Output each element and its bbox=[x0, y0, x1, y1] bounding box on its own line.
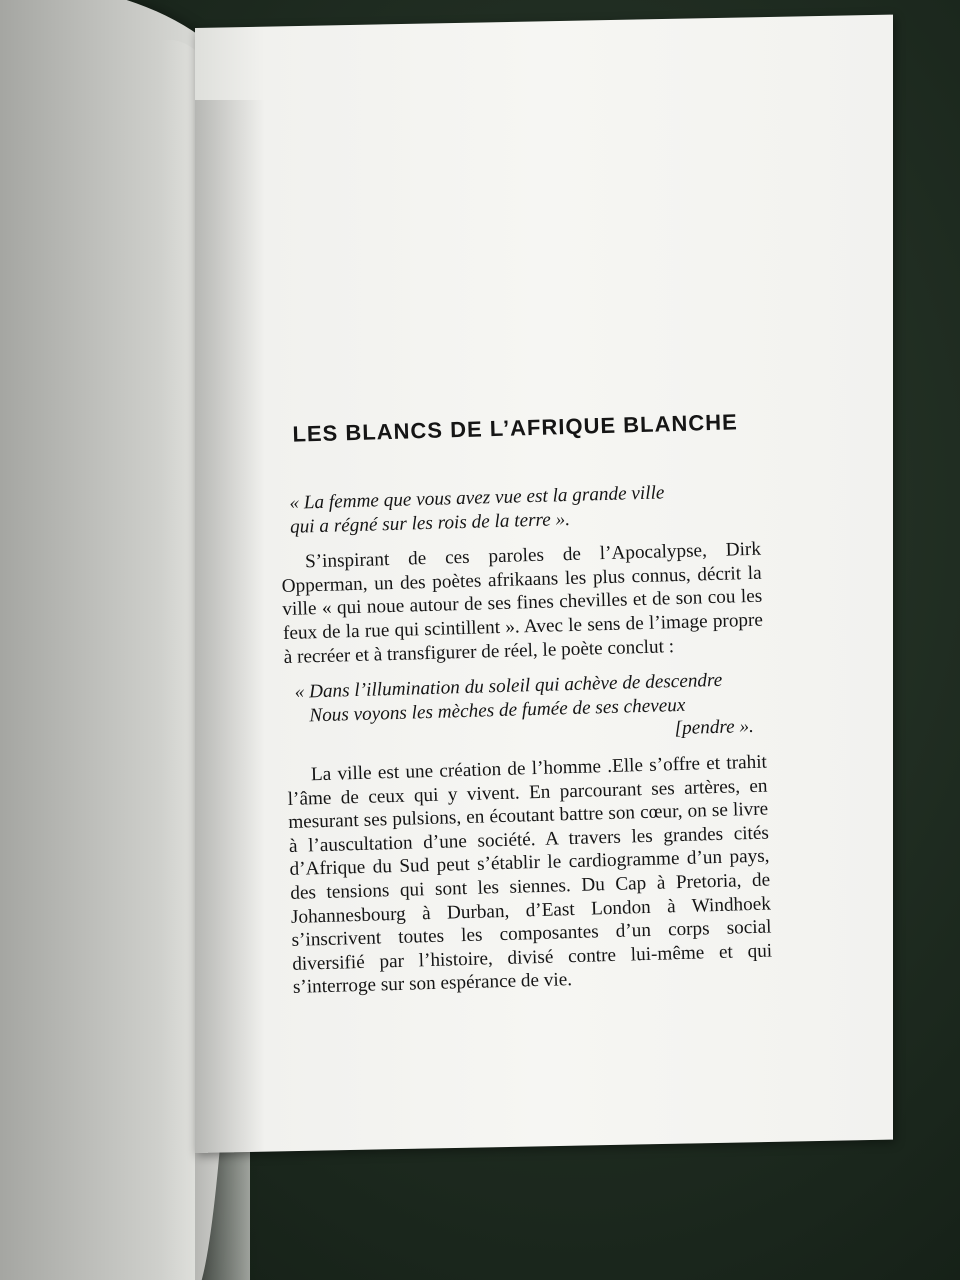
quote-line: [pendre ». bbox=[674, 716, 755, 740]
paragraph: S’inspirant de ces paroles de l’Apocalypse, Dirk Opperman, un des poètes afrikaans les plus connus, décrit la ville « qui noue autour de ses fines chevilles et de son cou les feux de la rue qui scintillent ». Avec le sens de l’image propre à recréer et à transfigurer de réel, le poète conclut : bbox=[281, 538, 764, 668]
epigraph-line: qui a régné sur les rois de la terre ». bbox=[289, 508, 571, 538]
chapter-title: LES BLANCS DE L’AFRIQUE BLANCHE bbox=[292, 409, 739, 447]
quote-line: « Dans l’illumination du soleil qui achève de descendre bbox=[294, 669, 723, 703]
epigraph-line: « La femme que vous avez vue est la grande ville bbox=[289, 482, 665, 514]
paragraph: La ville est une création de l’homme .Elle s’offre et trahit l’âme de ceux qui y vivent. En parcourant ses artères, en mesurant ses pulsions, en écoutant battre son cœur, on se livre à l’auscultation d’une société. A travers les grandes cités d’Afrique du Sud peut s’établir le cardiogramme d’un pays, des tensions qui sont les siennes. Du Cap à Pretoria, de Johannesbourg à Durban, d’East London à Windhoek s’inscrivent toutes les composantes d’un corps social diversifié par l’histoire, divisé contre lui-même et qui s’interroge sur son espérance de vie. bbox=[287, 751, 773, 999]
body-text bbox=[279, 479, 773, 1000]
quote-line: Nous voyons les mèches de fumée de ses cheveux bbox=[309, 694, 686, 727]
poem-quote bbox=[284, 668, 766, 752]
epigraph bbox=[279, 479, 760, 540]
